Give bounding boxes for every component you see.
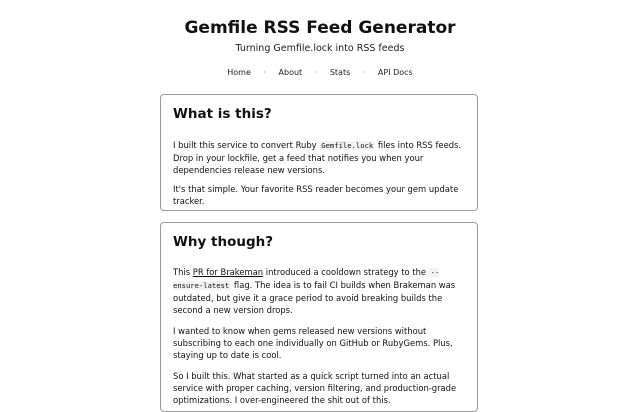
inline-code: --ensure-latest bbox=[173, 268, 440, 290]
nav-separator: · bbox=[314, 68, 318, 77]
section-title: What is this? bbox=[173, 106, 272, 122]
main-nav bbox=[0, 67, 640, 79]
section-paragraph: So I built this. What started as a quick script turned into an actual service with proper caching, version filtering, and production-grade optimizations. I over-engineered the shit out of this. bbox=[173, 371, 457, 405]
section-what-is-this bbox=[160, 94, 478, 211]
section-paragraph: I wanted to know when gems released new versions without subscribing to each one individually on GitHub or RubyGems. Plus, staying up to date is cool. bbox=[173, 326, 453, 360]
section-paragraph bbox=[173, 266, 465, 316]
nav-home-link[interactable]: Home bbox=[227, 68, 251, 77]
section-why-though bbox=[160, 222, 478, 412]
paragraph-text: I built this service to convert Ruby bbox=[173, 140, 320, 150]
page-title: Gemfile RSS Feed Generator bbox=[184, 18, 456, 38]
nav-separator: · bbox=[362, 68, 366, 77]
paragraph-text: flag. The idea is to fail CI builds when Brakeman was outdated, but give it a grace period to avoid breaking builds the second a new version drops. bbox=[173, 280, 456, 315]
paragraph-text: introduced a cooldown strategy to the bbox=[263, 267, 429, 277]
nav-separator: · bbox=[263, 68, 266, 77]
nav-about-link[interactable]: About bbox=[278, 68, 303, 77]
paragraph-text: This bbox=[173, 267, 193, 277]
section-paragraph bbox=[173, 139, 465, 176]
inline-code: Gemfile.lock bbox=[321, 141, 374, 150]
section-title: Why though? bbox=[173, 234, 274, 250]
nav-stats-link[interactable]: Stats bbox=[329, 68, 351, 77]
paragraph-text: files into RSS feeds. Drop in your lockfile, get a feed that notifies you when your dependencies release new versions. bbox=[173, 140, 462, 175]
nav-api-docs-link[interactable]: API Docs bbox=[377, 68, 413, 77]
page-subtitle: Turning Gemfile.lock into RSS feeds bbox=[235, 43, 405, 54]
brakeman-pr-link[interactable]: PR for Brakeman bbox=[192, 267, 264, 277]
page-header bbox=[0, 0, 640, 90]
section-paragraph: It's that simple. Your favorite RSS reader becomes your gem update tracker. bbox=[173, 184, 459, 206]
